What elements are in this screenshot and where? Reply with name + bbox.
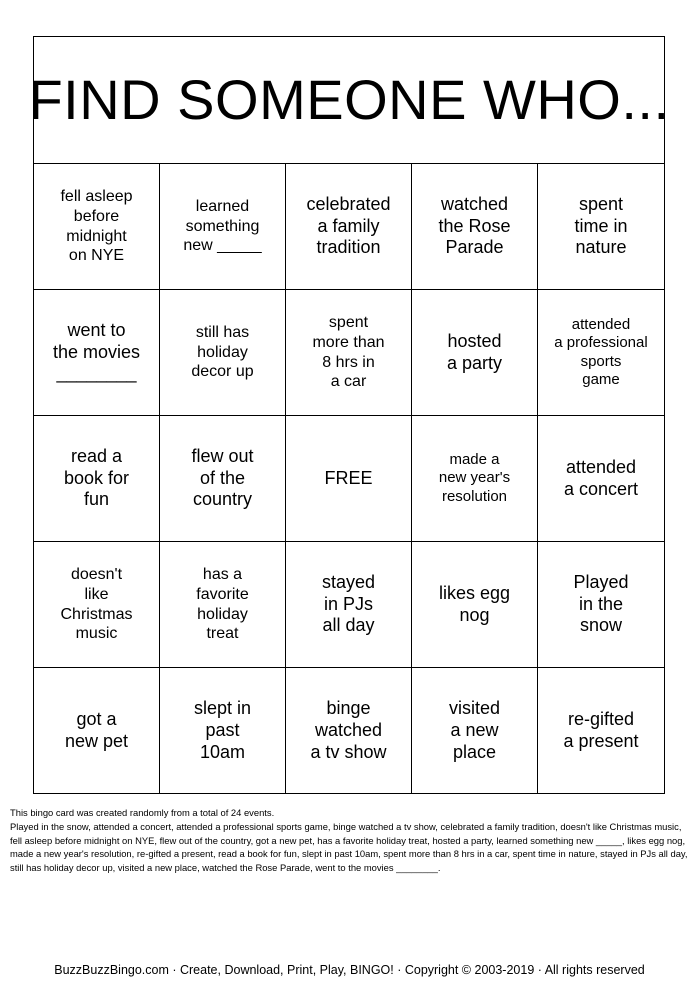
bingo-cell: hosted a party	[412, 290, 538, 416]
info-intro: This bingo card was created randomly from a total of 24 events.	[10, 807, 275, 818]
bingo-cell: learned something new _____	[160, 164, 286, 290]
bingo-cell: got a new pet	[34, 668, 160, 794]
bingo-cell: attended a professional sports game	[538, 290, 664, 416]
bingo-cell: likes egg nog	[412, 542, 538, 668]
bingo-cell: attended a concert	[538, 416, 664, 542]
bingo-cell: spent time in nature	[538, 164, 664, 290]
bingo-cell: re-gifted a present	[563, 709, 639, 751]
card-info	[10, 806, 690, 875]
bingo-cell: doesn't like Christmas music	[34, 542, 160, 668]
bingo-cell: binge watched a tv show	[286, 668, 412, 794]
bingo-cell: stayed in PJs all day	[286, 542, 412, 668]
bingo-cell: still has holiday decor up	[160, 290, 286, 416]
free-cell: FREE	[286, 416, 412, 542]
bingo-cell: spent more than 8 hrs in a car	[286, 290, 412, 416]
bingo-cell: visited a new place	[412, 668, 538, 794]
bingo-cell: read a book for fun	[34, 416, 160, 542]
bingo-cell: has a favorite holiday treat	[160, 542, 286, 668]
bingo-card	[28, 36, 670, 794]
bingo-cell: made a new year's resolution	[412, 416, 538, 542]
bingo-cell: Played in the snow	[538, 542, 664, 668]
bingo-cell: went to the movies ________	[34, 290, 160, 416]
bingo-cell: watched the Rose Parade	[412, 164, 538, 290]
bingo-cell: celebrated a family tradition	[286, 164, 412, 290]
bingo-cell: flew out of the country	[160, 416, 286, 542]
footer-text: BuzzBuzzBingo.com · Create, Download, Print, Play, BINGO! · Copyright © 2003-2019 · All rights reserved	[54, 963, 645, 977]
title-row	[28, 37, 670, 164]
bingo-cell: fell asleep before midnight on NYE	[34, 164, 160, 290]
bingo-grid	[34, 164, 664, 794]
info-events: Played in the snow, attended a concert, attended a professional sports game, binge watched a tv show, celebrated a family tradition, doesn't like Christmas music, fell asleep before midnight on NYE, flew out of the country, got a new pet, has a favorite holiday treat, hosted a party, learned something new _____, likes egg nog, made a new year's resolution, re-gifted a present, read a book for fun, slept in past 10am, spent more than 8 hrs in a car, spent time in nature, stayed in PJs all day, still has holiday decor up, visited a new place, watched the Rose Parade, went to the movies ________.	[10, 820, 688, 874]
card-title: FIND SOMEONE WHO...	[28, 68, 670, 131]
bingo-cell: slept in past 10am	[160, 668, 286, 794]
